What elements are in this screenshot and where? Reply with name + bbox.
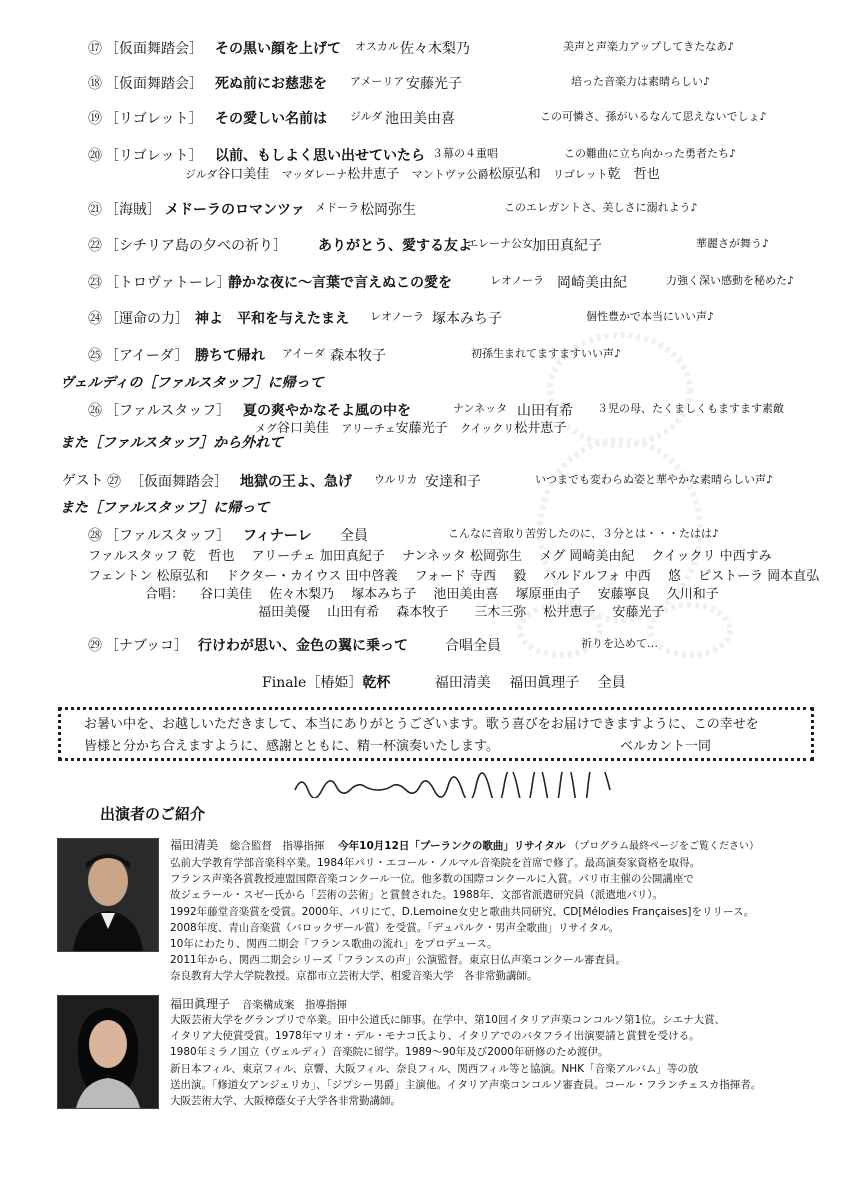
thanks-signature: ベルカント一同 bbox=[620, 739, 712, 754]
program-opera: ［ナブッコ］ bbox=[105, 638, 189, 654]
program-role: ジルダ bbox=[350, 110, 383, 123]
bio-line: 1980年ミラノ国立（ヴェルディ）音楽院に留学。1989～90年及び2000年研修のため渡伊。 bbox=[170, 1046, 609, 1059]
bio-line: 奈良教育大学大学院教授。京都市立芸術大学、相愛音楽大学 各非常勤講師。 bbox=[170, 970, 538, 983]
program-comment: いつまでも変わらぬ姿と華やかな素晴らしい声♪ bbox=[535, 473, 774, 486]
program-opera: ［ファルスタッフ］ bbox=[105, 528, 231, 544]
program-opera: ［仮面舞踏会］ bbox=[105, 41, 203, 57]
finale-aria: 乾杯 bbox=[362, 675, 391, 691]
program-comment: 培った音楽力は素晴らしい♪ bbox=[571, 75, 711, 88]
program-singer: 安藤光子 bbox=[406, 76, 462, 92]
program-comment: この可憐さ、孫がいるなんて思えないでしょ♪ bbox=[540, 110, 767, 123]
program-role: レオノーラ bbox=[370, 310, 425, 323]
program-number: ㉖ bbox=[88, 403, 102, 419]
performers-heading: 出演者のご紹介 bbox=[100, 805, 206, 823]
bio-line: フランス声楽各賞教授連盟国際音楽コンクール一位。他多数の国際コンクールに入賞。パリ市主催の公開講座で bbox=[170, 873, 694, 886]
bio-line: 送出演。「修道女アンジェリカ」、「ジプシー男爵」主演他。イタリア声楽コンコルソ審査員。コール・フランチェスカ指揮者。 bbox=[170, 1078, 762, 1091]
bio-line: イタリア大使賞受賞。1978年マリオ・デル・モナコ氏より、イタリアでのバタフライ出演要請と賞賛を受ける。 bbox=[170, 1030, 700, 1043]
program-opera: ［海賊］ bbox=[105, 202, 161, 218]
program-opera: ［仮面舞踏会］ bbox=[130, 474, 228, 490]
role: ジルダ bbox=[185, 168, 218, 181]
program-singer: 岡崎美由紀 bbox=[557, 275, 627, 291]
program-opera: ［アイーダ］ bbox=[105, 348, 189, 364]
singer: 乾 哲也 bbox=[607, 167, 660, 182]
program-comment: 初孫生まれてますますいい声♪ bbox=[471, 347, 622, 360]
program-singer: 山田有希 bbox=[517, 403, 573, 419]
program-aria: 夏の爽やかなそよ風の中を bbox=[243, 403, 411, 419]
program-aria: 死ぬ前にお慈悲を bbox=[215, 76, 327, 92]
role: クイックリ bbox=[460, 422, 515, 435]
chorus-label: 合唱： bbox=[145, 587, 185, 602]
program-number: ㉓ bbox=[88, 275, 102, 291]
performer-1-name: 福田清美 bbox=[170, 838, 219, 852]
program-singer: 全員 bbox=[340, 528, 368, 544]
program-number: ㉘ bbox=[88, 528, 102, 544]
program-role: レオノーラ bbox=[490, 274, 545, 287]
bio-line: 故ジェラール・スゼー氏から「芸術の芸術」と賞賛された。1988年、文部省派遣研究員（派遣地パリ）。 bbox=[170, 889, 664, 902]
chorus-line-2: 福田美優 山田有希 森本牧子 三木三弥 松井恵子 安藤光子 bbox=[258, 605, 665, 620]
program-opera: ［リゴレット］ bbox=[105, 111, 203, 127]
quartet-cast-line bbox=[185, 163, 660, 182]
falstaff-cast-line bbox=[255, 417, 566, 436]
program-opera: ［シチリア島の夕べの祈り］ bbox=[105, 238, 287, 254]
program-aria: その愛しい名前は bbox=[215, 111, 327, 127]
program-role: エレーナ公女 bbox=[467, 237, 533, 250]
performer-1-titles: 総合監督 指導指揮 bbox=[229, 840, 325, 852]
program-role: ナンネッタ bbox=[453, 402, 508, 415]
program-aria: 勝ちて帰れ bbox=[195, 348, 265, 364]
bio-line: 10年にわたり、関西二期会「フランス歌曲の流れ」をプロデュース。 bbox=[170, 938, 498, 950]
program-number: ⑲ bbox=[88, 111, 102, 127]
performer-1-photo bbox=[57, 838, 159, 952]
singer: 松原弘和 bbox=[488, 167, 541, 182]
singer: 谷口美佳 bbox=[277, 421, 330, 436]
role: マッダレーナ bbox=[281, 168, 348, 181]
finale-cast: 福田清美 福田眞理子 全員 bbox=[434, 675, 626, 691]
program-singer: 佐々木梨乃 bbox=[400, 41, 470, 57]
program-singer: 合唱全員 bbox=[445, 638, 501, 654]
program-aria: フィナーレ bbox=[243, 528, 312, 544]
program-comment: ３児の母、たくましくもますます素敵 bbox=[597, 402, 784, 415]
singer: 松井恵子 bbox=[347, 167, 400, 182]
finale-line bbox=[262, 672, 626, 692]
program-comment: 華麗さが舞う♪ bbox=[696, 237, 770, 250]
section-heading: ヴェルディの［ファルスタッフ］に帰って bbox=[60, 375, 324, 391]
bio-line: 大阪芸術大学をグランプリで卒業。田中公道氏に師事。在学中、第10回イタリア声楽コンコルソ第1位。シエナ大賞、 bbox=[170, 1014, 726, 1026]
program-aria: ありがとう、愛する友よ bbox=[318, 238, 472, 254]
program-singer: 森本牧子 bbox=[330, 348, 386, 364]
bio-line: 2011年から、関西二期会シリーズ「フランスの声」公演監督。東京日仏声楽コンクール審査員。 bbox=[170, 954, 626, 967]
singer: 松井恵子 bbox=[514, 421, 567, 436]
program-number: ㉔ bbox=[88, 311, 102, 327]
program-singer: 池田美由喜 bbox=[385, 111, 455, 127]
role: マントヴァ公爵 bbox=[411, 168, 489, 181]
program-number: ㉕ bbox=[88, 348, 102, 364]
finale-cast-line-2: フェントン 松原弘和 ドクター・カイウス 田中啓義 フォード 寺西 毅 バルドルフォ 中西 悠 ピストーラ 岡本直弘 bbox=[88, 569, 820, 584]
role: アリーチェ bbox=[341, 422, 396, 435]
program-aria: 神よ 平和を与えたまえ bbox=[195, 311, 349, 327]
performer-2-photo bbox=[57, 995, 159, 1109]
program-comment: 祈りを込めて… bbox=[581, 637, 658, 650]
thanks-line-1: お暑い中を、お越しいただきまして、本当にありがとうございます。歌う喜びをお届けできますように、この幸せを bbox=[84, 717, 759, 732]
program-comment: こんなに音取り苦労したのに、３分とは・・・たはは♪ bbox=[448, 527, 720, 540]
program-opera: ［運命の力］ bbox=[105, 311, 189, 327]
program-comment: 力強く深い感動を秘めた♪ bbox=[666, 274, 795, 287]
program-singer: 加田真紀子 bbox=[532, 238, 602, 254]
bio-line: 2008年度、青山音楽賞（バロックザール賞）を受賞。「デュパルク・男声全歌曲」リサイタル。 bbox=[170, 921, 620, 934]
program-number: ⑰ bbox=[88, 41, 102, 57]
performer-1-recital-note: （プログラム最終ページをご覧ください） bbox=[569, 841, 759, 852]
program-comment: このエレガントさ、美しさに溺れよう♪ bbox=[504, 201, 698, 214]
performer-2-titles: 音楽構成案 指導指揮 bbox=[241, 999, 347, 1011]
program-comment: 美声と声楽力アップしてきたなあ♪ bbox=[563, 40, 735, 53]
program-aria: 地獄の王よ、急げ bbox=[240, 474, 352, 490]
program-role: メドーラ bbox=[315, 201, 359, 214]
finale-cast-line-1: ファルスタッフ 乾 哲也 アリーチェ 加田真紀子 ナンネッタ 松岡弥生 メグ 岡崎美由紀 クイックリ 中西すみ bbox=[88, 549, 772, 564]
performer-1-header bbox=[170, 836, 759, 853]
finale-label: Finale bbox=[262, 675, 307, 691]
program-number: ㉗ bbox=[107, 474, 121, 490]
program-number: ㉑ bbox=[88, 202, 102, 218]
singer: 谷口美佳 bbox=[217, 167, 270, 182]
section-heading: また［ファルスタッフ］から外れて bbox=[60, 435, 284, 451]
guest-label: ゲスト bbox=[62, 473, 104, 489]
performer-1-recital: 今年10月12日「プーランクの歌曲」リサイタル bbox=[338, 840, 566, 852]
bio-line: 1992年藤堂音楽賞を受賞。2000年、パリにて、D.Lemoine女史と歌曲共同研究、CD[Mélodies Françaises]をリリース。 bbox=[170, 905, 755, 918]
program-role: ３幕の４重唱 bbox=[432, 147, 498, 160]
program-aria: その黒い顔を上げて bbox=[215, 41, 341, 57]
program-aria: 静かな夜に～言葉で言えぬこの愛を bbox=[228, 275, 452, 291]
thanks-line-2: 皆様と分かち合えますように、感謝とともに、精一杯演奏いたします。 bbox=[84, 739, 499, 754]
program-role: アイーダ bbox=[282, 347, 326, 360]
program-singer: 松岡弥生 bbox=[360, 202, 416, 218]
program-number: ㉒ bbox=[88, 238, 102, 254]
program-number: ⑳ bbox=[88, 148, 102, 164]
program-singer: 安達和子 bbox=[425, 474, 481, 490]
bio-line: 大阪芸術大学、大阪樟蔭女子大学各非常勤講師。 bbox=[170, 1095, 401, 1107]
role: リゴレット bbox=[553, 168, 608, 181]
program-comment: この難曲に立ち向かった勇者たち♪ bbox=[564, 147, 737, 160]
chorus-line-1: 谷口美佳 佐々木梨乃 塚本みち子 池田美由喜 塚原亜由子 安藤寧良 久川和子 bbox=[200, 587, 719, 602]
program-aria: 以前、もしよく思い出せていたら bbox=[215, 148, 425, 164]
singer: 安藤光子 bbox=[395, 421, 448, 436]
program-singer: 塚本みち子 bbox=[432, 311, 502, 327]
program-comment: 個性豊かで本当にいい声♪ bbox=[586, 310, 715, 323]
program-opera: ［リゴレット］ bbox=[105, 148, 203, 164]
program-role: ウルリカ bbox=[374, 473, 418, 486]
program-number: ㉙ bbox=[88, 638, 102, 654]
finale-opera: ［椿姫］ bbox=[306, 675, 363, 691]
program-aria: メドーラのロマンツァ bbox=[165, 202, 305, 218]
section-heading: また［ファルスタッフ］に帰って bbox=[60, 500, 270, 516]
program-number: ⑱ bbox=[88, 76, 102, 92]
program-role: オスカル bbox=[355, 40, 399, 53]
program-opera: ［トロヴァトーレ］ bbox=[105, 275, 231, 291]
music-notation-squiggle-icon bbox=[290, 772, 620, 798]
performer-2-name: 福田眞理子 bbox=[170, 997, 231, 1011]
bio-line: 弘前大学教育学部音楽科卒業。1984年パリ・エコール・ノルマル音楽院を首席で修了。最高演奏家資格を取得。 bbox=[170, 857, 701, 869]
program-aria: 行けわが思い、金色の翼に乗って bbox=[198, 638, 408, 654]
program-opera: ［仮面舞踏会］ bbox=[105, 76, 203, 92]
performer-2-header bbox=[170, 995, 347, 1012]
program-opera: ［ファルスタッフ］ bbox=[105, 403, 231, 419]
bio-line: 新日本フィル、東京フィル、京響、大阪フィル、奈良フィル、関西フィル等と協演。NHK「音楽アルバム」等の放 bbox=[170, 1062, 699, 1075]
role: メグ bbox=[255, 422, 277, 435]
program-role: アメーリア bbox=[350, 75, 405, 88]
